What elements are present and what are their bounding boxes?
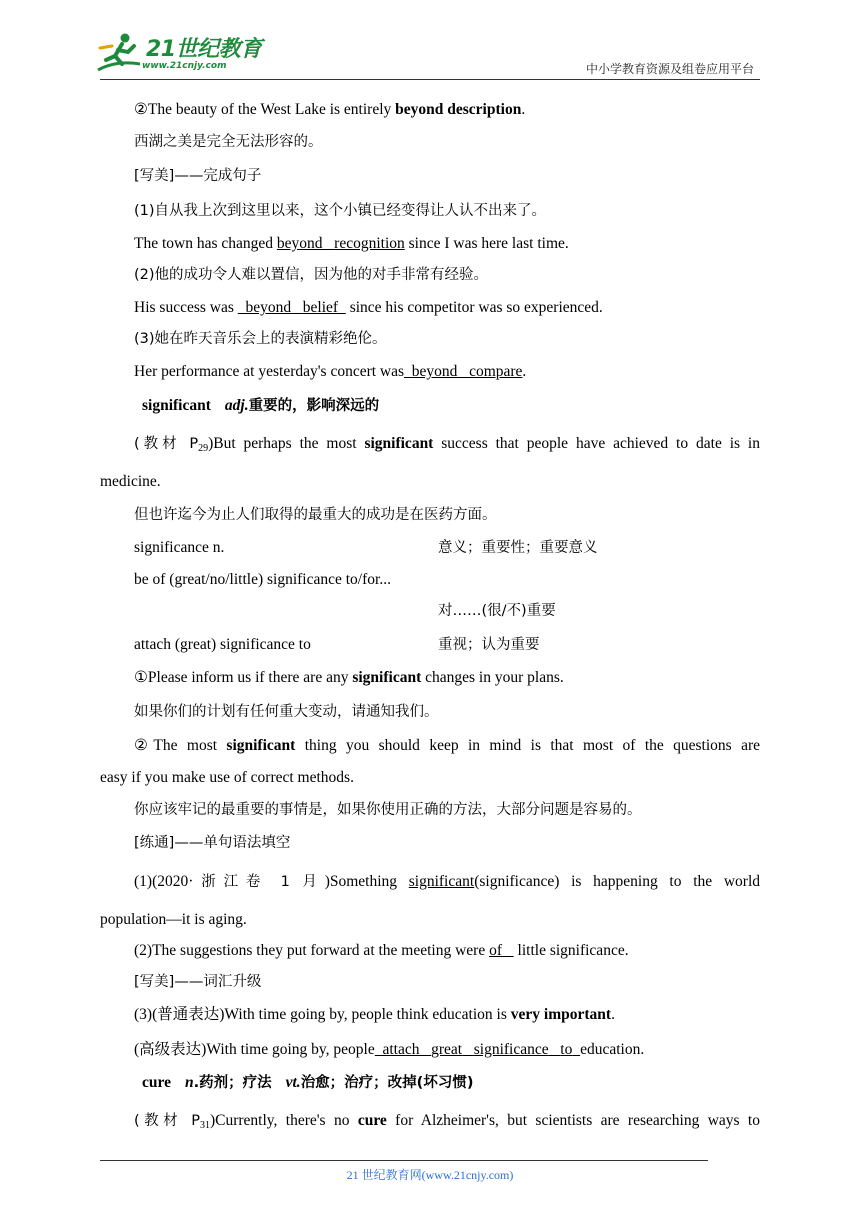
textbook-quote: (教材 $P_{29})But$ perhaps the most significant success that people have achieved to date is in [134, 435, 760, 454]
section-heading-upgrade: [写美]——词汇升级 [134, 974, 262, 990]
phrase-meaning: 对……(很/不)重要 [438, 603, 556, 619]
section-heading-write: [写美]——完成句子 [134, 168, 262, 184]
logo-text: 21世纪教育 [146, 37, 262, 62]
footer-link[interactable]: 21 世纪教育网(www.21cnjy.com) [346, 1168, 514, 1182]
exercise-1-answer: The town has changed beyond recognition since I was here last time. [134, 235, 569, 252]
exercise-1-prompt: (1)自从我上次到这里以来，这个小镇已经变得让人认不出来了。 [134, 203, 547, 219]
practice-1: (1)(2020·浙江卷 1 月)Something significant(significance) is happening to the world [134, 873, 760, 890]
exercise-2-prompt: (2)他的成功令人难以置信，因为他的对手非常有经验。 [134, 267, 489, 283]
translation: 你应该牢记的最重要的事情是，如果你使用正确的方法，大部分问题是容易的。 [134, 802, 642, 818]
example-sentence-2-cont: easy if you make use of correct methods. [100, 769, 354, 786]
exercise-3-answer: Her performance at yesterday's concert was beyond compare. [134, 363, 527, 380]
header-divider [100, 79, 760, 80]
exercise-2-answer: His success was beyond belief since his competitor was so experienced. [134, 299, 603, 316]
platform-name: 中小学教育资源及组卷应用平台 [585, 62, 754, 76]
page-header [0, 0, 860, 80]
example-sentence-2: ②The beauty of the West Lake is entirely beyond description. [134, 101, 526, 118]
vocab-entry-significant: significant adj.重要的，影响深远的 [142, 397, 380, 414]
exercise-3-prompt: (3)她在昨天音乐会上的表演精彩绝伦。 [134, 331, 387, 347]
vocab-entry-cure: cure n.药剂；疗法 vt.治愈；治疗；改掉(坏习惯) [142, 1074, 474, 1091]
logo-url: www.21cnjy.com [142, 61, 227, 71]
phrase-meaning: 重视；认为重要 [438, 637, 540, 653]
textbook-quote: (教材 $P_{31})Currently$, there's no cure for Alzheimer's, but scientists are researching ways to [134, 1112, 760, 1131]
section-heading-practice: [练通]——单句语法填空 [134, 835, 291, 851]
footer-divider [100, 1160, 708, 1161]
translation: 但也许迄今为止人们取得的最重大的成功是在医药方面。 [134, 507, 497, 523]
phrase-be-of-significance: be of (great/no/little) significance to/for... [134, 571, 391, 588]
textbook-quote-cont: medicine. [100, 473, 161, 490]
ordinary-expression: (3)(普通表达)With time going by, people think education is very important. [134, 1006, 615, 1023]
derivative-word: significance n. [134, 539, 225, 556]
example-sentence-2: ②The most significant thing you should keep in mind is that most of the questions are [134, 737, 760, 754]
runner-icon [94, 30, 144, 76]
practice-2: (2)The suggestions they put forward at the meeting were of little significance. [134, 942, 629, 959]
practice-1-cont: population—it is aging. [100, 911, 247, 928]
derivative-meaning: 意义；重要性；重要意义 [438, 540, 598, 556]
phrase-attach-significance: attach (great) significance to [134, 636, 311, 653]
advanced-expression: (高级表达)With time going by, people attach great significance to education. [134, 1041, 645, 1058]
example-sentence-1: ①Please inform us if there are any significant changes in your plans. [134, 669, 564, 686]
site-logo [94, 30, 264, 80]
translation: 如果你们的计划有任何重大变动，请通知我们。 [134, 704, 439, 720]
translation: 西湖之美是完全无法形容的。 [134, 134, 323, 150]
